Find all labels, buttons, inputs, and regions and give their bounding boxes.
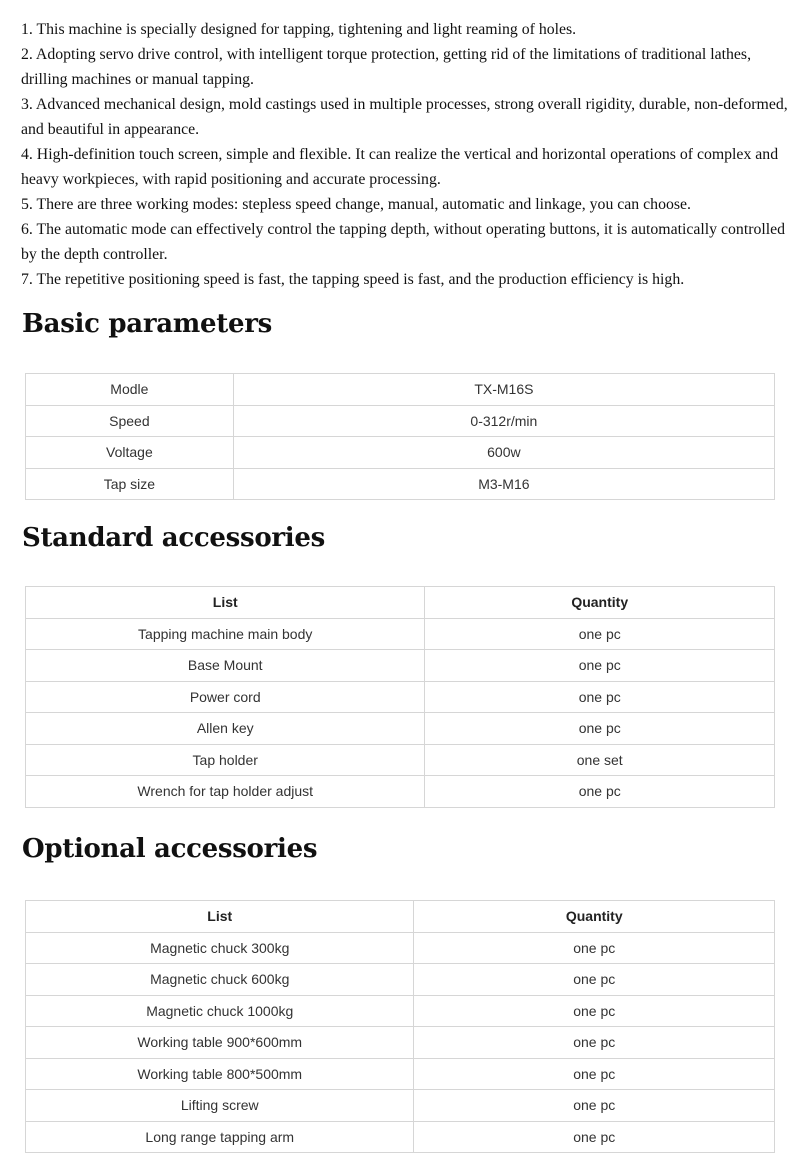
accessory-quantity: one pc — [414, 964, 775, 996]
param-label: Voltage — [26, 437, 234, 469]
table-row — [26, 713, 775, 745]
param-value: 0-312r/min — [233, 405, 774, 437]
feature-item: 1. This machine is specially designed for tapping, tightening and light reaming of holes. — [21, 21, 577, 38]
accessory-quantity: one pc — [414, 932, 775, 964]
table-row — [26, 776, 775, 808]
accessory-name: Tapping machine main body — [26, 618, 425, 650]
table-row — [26, 1121, 775, 1153]
table-header-row — [26, 901, 775, 933]
column-header-list: List — [26, 901, 414, 933]
table-row — [26, 932, 775, 964]
accessory-name: Working table 800*500mm — [26, 1058, 414, 1090]
table-row — [26, 995, 775, 1027]
accessory-name: Magnetic chuck 300kg — [26, 932, 414, 964]
accessory-quantity: one pc — [425, 650, 775, 682]
accessory-name: Base Mount — [26, 650, 425, 682]
optional-accessories-table — [25, 900, 775, 1153]
param-label: Tap size — [26, 468, 234, 500]
accessory-quantity: one pc — [425, 713, 775, 745]
accessory-name: Long range tapping arm — [26, 1121, 414, 1153]
feature-item: 3. Advanced mechanical design, mold castings used in multiple processes, strong overall rigidity, durable, non-deformed, and beautiful in appearance. — [21, 96, 788, 138]
accessory-name: Magnetic chuck 1000kg — [26, 995, 414, 1027]
feature-item: 2. Adopting servo drive control, with intelligent torque protection, getting rid of the limitations of traditional lathes, drilling machines or manual tapping. — [21, 46, 752, 88]
table-row — [26, 650, 775, 682]
accessory-quantity: one pc — [414, 1090, 775, 1122]
table-row — [26, 681, 775, 713]
table-row — [26, 1058, 775, 1090]
accessory-quantity: one set — [425, 744, 775, 776]
param-label: Speed — [26, 405, 234, 437]
param-label: Modle — [26, 374, 234, 406]
feature-item: 5. There are three working modes: stepless speed change, manual, automatic and linkage, you can choose. — [21, 196, 691, 213]
standard-accessories-table — [25, 586, 775, 808]
table-row — [26, 744, 775, 776]
table-row — [26, 964, 775, 996]
feature-item: 7. The repetitive positioning speed is fast, the tapping speed is fast, and the production efficiency is high. — [21, 271, 685, 288]
accessory-quantity: one pc — [414, 995, 775, 1027]
accessory-name: Lifting screw — [26, 1090, 414, 1122]
table-row — [26, 468, 775, 500]
accessory-name: Working table 900*600mm — [26, 1027, 414, 1059]
optional-accessories-heading: Optional accessories — [22, 834, 318, 864]
accessory-name: Wrench for tap holder adjust — [26, 776, 425, 808]
feature-item: 6. The automatic mode can effectively control the tapping depth, without operating buttons, it is automatically controlled by the depth controller. — [21, 221, 786, 263]
param-value: M3-M16 — [233, 468, 774, 500]
basic-parameters-heading: Basic parameters — [22, 309, 272, 339]
accessory-quantity: one pc — [425, 681, 775, 713]
standard-accessories-heading: Standard accessories — [22, 523, 325, 553]
param-value: TX-M16S — [233, 374, 774, 406]
basic-parameters-table — [25, 373, 775, 500]
table-row — [26, 437, 775, 469]
table-row — [26, 1027, 775, 1059]
accessory-quantity: one pc — [414, 1121, 775, 1153]
table-row — [26, 618, 775, 650]
accessory-quantity: one pc — [414, 1027, 775, 1059]
accessory-quantity: one pc — [425, 776, 775, 808]
accessory-name: Magnetic chuck 600kg — [26, 964, 414, 996]
param-value: 600w — [233, 437, 774, 469]
table-row — [26, 374, 775, 406]
table-row — [26, 405, 775, 437]
accessory-name: Power cord — [26, 681, 425, 713]
accessory-quantity: one pc — [414, 1058, 775, 1090]
column-header-list: List — [26, 587, 425, 619]
table-header-row — [26, 587, 775, 619]
accessory-quantity: one pc — [425, 618, 775, 650]
accessory-name: Tap holder — [26, 744, 425, 776]
feature-list — [21, 17, 791, 292]
column-header-quantity: Quantity — [414, 901, 775, 933]
column-header-quantity: Quantity — [425, 587, 775, 619]
table-row — [26, 1090, 775, 1122]
feature-item: 4. High-definition touch screen, simple and flexible. It can realize the vertical and horizontal operations of complex and heavy workpieces, with rapid positioning and accurate processing. — [21, 146, 779, 188]
accessory-name: Allen key — [26, 713, 425, 745]
